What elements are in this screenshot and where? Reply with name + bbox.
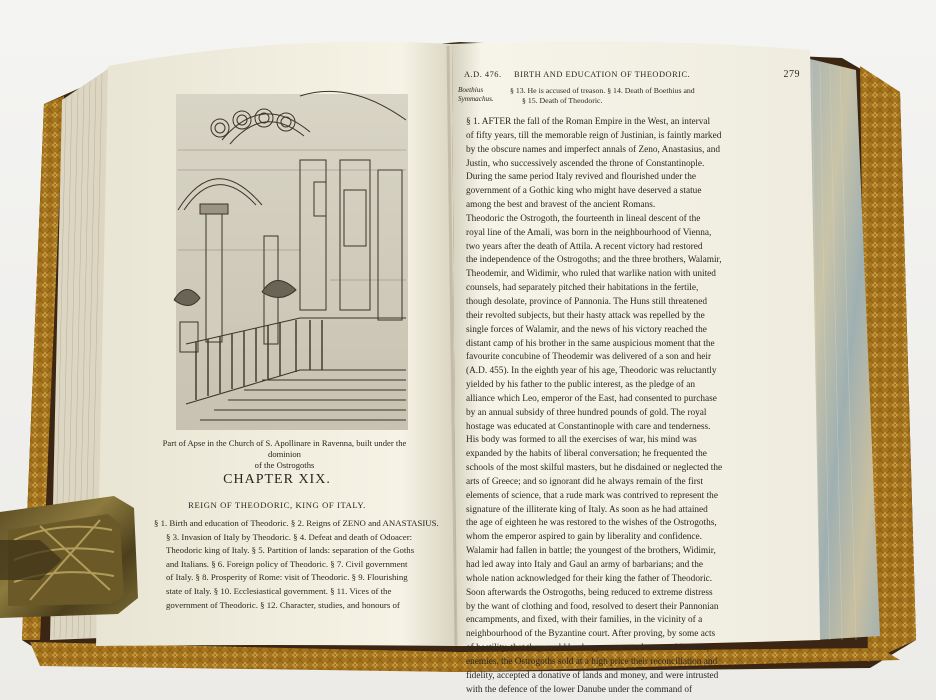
body-line: of hostility, that they could be dangerous, or at least troublesome,: [466, 643, 709, 654]
section-list-line: § 13. He is accused of treason. § 14. Death of Boethius and: [510, 86, 695, 95]
page-number: 279: [783, 69, 800, 80]
body-line: During the same period Italy revived and flourished under the: [466, 172, 697, 183]
right-page: [458, 62, 806, 695]
body-line: favourite concubine of Theodemir was delivered of a son and heir: [466, 352, 712, 363]
body-line: Justin, who successively ascended the throne of Constantinople.: [466, 158, 705, 169]
summary-line: government of Theodoric. § 12. Character, studies, and honours of: [166, 599, 400, 610]
body-line: with the defence of the lower Danube under the command of: [466, 684, 693, 695]
body-line: counsels, had separately pitched their habitations in the fertile,: [466, 283, 699, 294]
body-line: government of a Gothic king who might have deserved a statue: [466, 186, 702, 197]
body-line: of fifty years, till the memorable reign of Justinian, is faintly marked: [466, 130, 722, 141]
chapter-heading: CHAPTER XIX.: [223, 472, 331, 487]
body-line: Theodemir, and Widimir, who ruled that warlike nation with united: [466, 269, 716, 280]
body-line: by the obscure names and imperfect annals of Zeno, Anastasius, and: [466, 144, 721, 155]
summary-line: state of Italy. § 10. Ecclesiastical government. § 11. Vices of the: [166, 585, 392, 596]
body-line: Soon afterwards the Ostrogoths, being reduced to extreme distress: [466, 587, 713, 598]
body-line: His body was formed to all the exercises of war, his mind was: [466, 435, 697, 446]
body-line: hostage was educated at Constantinople with care and tenderness.: [466, 421, 711, 432]
body-line: single forces of Walamir, and the news of his victory reached the: [466, 324, 707, 335]
body-line: among the best and bravest of the ancient Romans.: [466, 200, 656, 211]
body-line: though desolate, province of Pannonia. The Huns still threatened: [466, 296, 707, 307]
chapter-subtitle: REIGN OF THEODORIC, KING OF ITALY.: [188, 500, 366, 510]
body-line: whom the emperor aspired to gain by liberality and confidence.: [466, 532, 702, 543]
body-line: distant camp of his brother in the same auspicious moment that the: [466, 338, 715, 349]
margin-note-line: Symmachus.: [458, 95, 494, 103]
body-line: fidelity, accepted a donative of lands and money, and were intrusted: [466, 670, 719, 681]
body-line: (A.D. 455). In the eighth year of his age, Theodoric was reluctantly: [466, 366, 717, 377]
summary-line: Theodoric king of Italy. § 5. Partition of lands: separation of the Goths: [166, 545, 415, 556]
running-head-title: BIRTH AND EDUCATION OF THEODORIC.: [514, 70, 691, 79]
section-list-line: § 15. Death of Theodoric.: [522, 95, 603, 105]
summary-line: and Italians. § 6. Foreign policy of Theodoric. § 7. Civil government: [166, 558, 408, 569]
body-line: the independence of the Ostrogoths; and the three brothers, Walamir,: [466, 255, 722, 266]
body-line: schools of the most skilful masters, but he disdained or neglected the: [466, 463, 723, 474]
illustration-caption: [152, 438, 417, 471]
body-line: two years after the death of Attila. A recent victory had restored: [466, 241, 703, 252]
body-line: royal line of the Amali, was born in the neighbourhood of Vienna,: [466, 227, 712, 238]
body-line: Walamir had fallen in battle; the youngest of the brothers, Widimir,: [466, 546, 716, 557]
running-head-date: A.D. 476.: [464, 70, 502, 79]
body-line: by the want of clothing and food, resolved to desert their Pannonian: [466, 601, 719, 612]
body-line: neighbourhood of the Byzantine court. After proving, by some acts: [466, 629, 716, 640]
body-line: encampments, and fixed, with their families, in the vicinity of a: [466, 615, 703, 626]
caption-line: Part of Apse in the Church of S. Apollinare in Ravenna, built under the dominion: [162, 438, 407, 459]
body-line: arts of Greece; and so ignorant did he always remain of the first: [466, 476, 703, 487]
body-line: elements of science, that a rude mark was contrived to represent the: [466, 490, 718, 501]
summary-line: § 1. Birth and education of Theodoric. § 2. Reigns of ZENO and ANASTASIUS.: [154, 518, 439, 528]
body-line: had led away into Italy and Gaul an army of barbarians; and the: [466, 560, 703, 570]
margin-note-line: Boethius: [458, 86, 484, 94]
section-list: [510, 86, 800, 105]
summary-line: § 3. Invasion of Italy by Theodoric. § 4. Defeat and death of Odoacer:: [166, 531, 413, 542]
margin-note: [458, 86, 508, 104]
caption-line: of the Ostrogoths: [254, 460, 315, 470]
body-line: by an annual subsidy of three hundred pounds of gold. The royal: [466, 407, 707, 418]
body-line: enemies, the Ostrogoths sold at a high price their reconciliation and: [466, 656, 718, 667]
body-line: § 1. AFTER the fall of the Roman Empire in the West, an interval: [466, 117, 711, 127]
chapter-summary: [154, 517, 439, 612]
body-line: Theodoric the Ostrogoth, the fourteenth in lineal descent of the: [466, 213, 701, 224]
body-line: alliance which Leo, emperor of the East, had consented to purchase: [466, 393, 717, 404]
left-page: [112, 62, 442, 637]
body-line: expanded by the habits of liberal conversation; he frequented the: [466, 449, 707, 460]
summary-line: of Italy. § 8. Prosperity of Rome: visit of Theodoric. § 9. Flourishing: [166, 572, 408, 583]
body-line: signature of the illiterate king of Italy. As soon as he had attained: [466, 504, 708, 515]
body-line: the age of eighteen he was restored to the wishes of the Ostrogoths,: [466, 518, 717, 529]
body-text: [466, 116, 798, 697]
body-line: their revolted subjects, but their hasty attack was repelled by the: [466, 310, 705, 321]
body-line: whole nation acknowledged for their king the father of Theodoric.: [466, 573, 713, 584]
body-line: yielded by his father to the public interest, as the pledge of an: [466, 380, 695, 391]
